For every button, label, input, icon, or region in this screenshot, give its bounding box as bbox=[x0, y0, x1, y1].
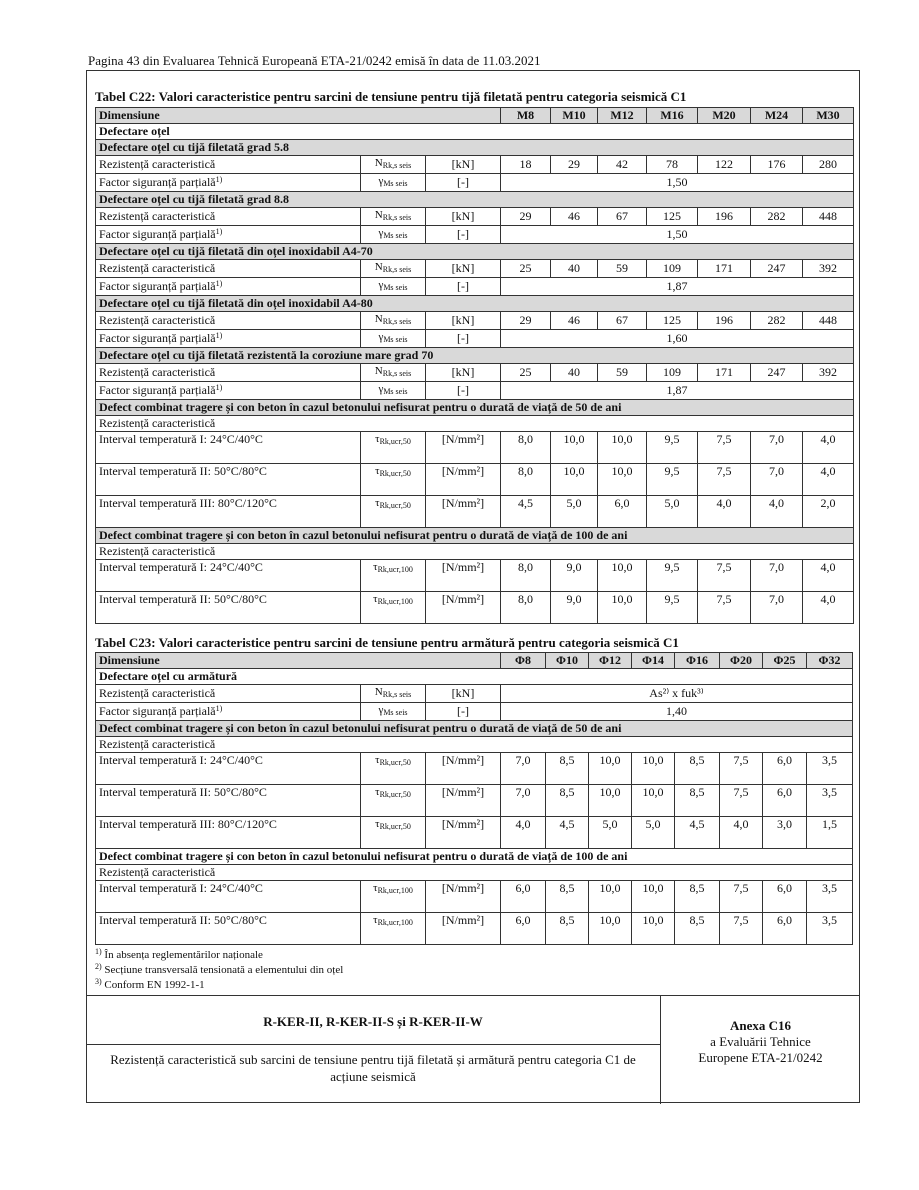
row-label: Rezistență caracteristică bbox=[96, 208, 361, 226]
row-unit: [kN] bbox=[426, 312, 501, 330]
header-size-M8: M8 bbox=[501, 108, 551, 124]
table-row bbox=[96, 208, 854, 226]
row-value-Φ32: 3,5 bbox=[807, 753, 853, 785]
row-unit: [-] bbox=[426, 330, 501, 348]
section-header-row bbox=[96, 124, 854, 140]
row-symbol: $\tau_{Rk,ucr,50}$ bbox=[361, 817, 426, 849]
symbol-subscript: Rk,ucr,50 bbox=[379, 790, 411, 799]
row-value-Φ25: 6,0 bbox=[763, 753, 807, 785]
table-row bbox=[96, 496, 854, 528]
row-symbol: $\tau_{Rk,ucr,100}$ bbox=[361, 913, 426, 945]
symbol-subscript: Rk,ucr,100 bbox=[377, 918, 413, 927]
symbol-subscript: Rk,ucr,50 bbox=[379, 501, 411, 510]
row-value-M8: 29 bbox=[501, 312, 551, 330]
row-value-M12: 10,0 bbox=[598, 464, 647, 496]
symbol-subscript: Rk,s seis bbox=[382, 161, 412, 170]
row-unit: [kN] bbox=[426, 260, 501, 278]
symbol-subscript: Ms seis bbox=[383, 283, 408, 292]
symbol-subscript: Rk,s seis bbox=[382, 213, 412, 222]
row-value-M8: 8,0 bbox=[501, 560, 551, 592]
symbol-subscript: Ms seis bbox=[383, 335, 408, 344]
header-dimension: Dimensiune bbox=[96, 108, 501, 124]
row-label: Defectare oțel cu tijă filetată din oțel inoxidabil A4-80 bbox=[96, 296, 854, 312]
row-symbol: $\tau_{Rk,ucr,50}$ bbox=[361, 785, 426, 817]
row-label: Interval temperatură I: 24°C/40°C bbox=[96, 753, 361, 785]
row-label: Factor siguranță parțială$^{1)}$ bbox=[96, 226, 361, 244]
row-value-M16: 9,5 bbox=[647, 432, 698, 464]
footnote-ref: 1) bbox=[215, 383, 223, 392]
row-value-M16: 9,5 bbox=[647, 560, 698, 592]
symbol-subscript: Rk,ucr,100 bbox=[377, 886, 413, 895]
row-value-M12: 67 bbox=[598, 208, 647, 226]
row-value-Φ16: 4,5 bbox=[675, 817, 720, 849]
row-value-M20: 171 bbox=[698, 364, 751, 382]
row-value-M24: 247 bbox=[751, 260, 803, 278]
row-label: Defect combinat tragere și con beton în cazul betonului nefisurat pentru o durată de viață de 50 de ani bbox=[96, 400, 854, 416]
row-value-M20: 122 bbox=[698, 156, 751, 174]
row-value-M16: 109 bbox=[647, 260, 698, 278]
row-label: Defectare oțel cu tijă filetată rezistentă la coroziune mare grad 70 bbox=[96, 348, 854, 364]
row-label: Rezistență caracteristică bbox=[96, 364, 361, 382]
row-value-Φ10: 8,5 bbox=[546, 913, 589, 945]
row-value-Φ25: 6,0 bbox=[763, 913, 807, 945]
footnote-ref: 1) bbox=[215, 175, 223, 184]
footnote-2: $^{2)}$ Secțiune transversală tensionată a elementului din oțel bbox=[95, 962, 344, 976]
footnote-1: $^{1)}$ În absența reglementărilor naționale bbox=[95, 947, 263, 961]
table-row bbox=[96, 312, 854, 330]
row-symbol: $\tau_{Rk,ucr,100}$ bbox=[361, 592, 426, 624]
row-label: Defectare oțel cu tijă filetată din oțel inoxidabil A4-70 bbox=[96, 244, 854, 260]
table-row bbox=[96, 817, 853, 849]
row-value-M10: 10,0 bbox=[551, 432, 598, 464]
row-value-M16: 78 bbox=[647, 156, 698, 174]
row-value-M24: 7,0 bbox=[751, 432, 803, 464]
header-size-Φ25: Φ25 bbox=[763, 653, 807, 669]
row-unit: [-] bbox=[426, 703, 501, 721]
row-value-M16: 125 bbox=[647, 208, 698, 226]
header-size-M16: M16 bbox=[647, 108, 698, 124]
row-symbol: $\gamma_{Ms seis}$ bbox=[361, 174, 426, 192]
row-value-Φ12: 10,0 bbox=[589, 913, 632, 945]
row-unit: [-] bbox=[426, 278, 501, 296]
table-row bbox=[96, 703, 853, 721]
table-header-row bbox=[96, 108, 854, 124]
row-label: Defectare oțel cu tijă filetată grad 5.8 bbox=[96, 140, 854, 156]
section-header-row bbox=[96, 140, 854, 156]
row-value-M30: 4,0 bbox=[803, 560, 854, 592]
row-value-M12: 10,0 bbox=[598, 592, 647, 624]
table-row bbox=[96, 156, 854, 174]
row-value-span: 1,50 bbox=[501, 226, 854, 244]
row-label: Interval temperatură III: 80°C/120°C bbox=[96, 496, 361, 528]
table-c22 bbox=[95, 107, 854, 624]
row-label: Rezistență caracteristică bbox=[96, 156, 361, 174]
row-unit: [N/mm²] bbox=[426, 560, 501, 592]
row-unit: [N/mm²] bbox=[426, 496, 501, 528]
row-label: Rezistență caracteristică bbox=[96, 865, 853, 881]
table-row bbox=[96, 174, 854, 192]
product-name: R-KER-II, R-KER-II-S și R-KER-II-W bbox=[86, 996, 660, 1045]
row-value-span: 1,60 bbox=[501, 330, 854, 348]
row-symbol: $\gamma_{Ms seis}$ bbox=[361, 278, 426, 296]
row-value-Φ10: 8,5 bbox=[546, 753, 589, 785]
row-value-M24: 282 bbox=[751, 312, 803, 330]
row-label: Interval temperatură II: 50°C/80°C bbox=[96, 913, 361, 945]
row-value-Φ20: 4,0 bbox=[720, 817, 763, 849]
row-value-M16: 9,5 bbox=[647, 464, 698, 496]
subsection-row bbox=[96, 416, 854, 432]
row-label: Rezistență caracteristică bbox=[96, 737, 853, 753]
section-header-row bbox=[96, 669, 853, 685]
row-value-M30: 2,0 bbox=[803, 496, 854, 528]
row-unit: [-] bbox=[426, 226, 501, 244]
row-value-M12: 59 bbox=[598, 364, 647, 382]
row-symbol: $N_{Rk,s seis}$ bbox=[361, 312, 426, 330]
symbol-subscript: Rk,s seis bbox=[382, 690, 412, 699]
row-symbol: $\tau_{Rk,ucr,50}$ bbox=[361, 753, 426, 785]
annex-number: Anexa C16 bbox=[729, 1018, 792, 1033]
row-value-M8: 8,0 bbox=[501, 464, 551, 496]
subsection-row bbox=[96, 544, 854, 560]
row-value-span: 1,87 bbox=[501, 278, 854, 296]
row-value-M8: 25 bbox=[501, 364, 551, 382]
annex-subtitle-1: a Evaluării Tehnice bbox=[710, 1034, 811, 1049]
row-value-Φ32: 3,5 bbox=[807, 785, 853, 817]
row-value-M20: 4,0 bbox=[698, 496, 751, 528]
header-size-Φ16: Φ16 bbox=[675, 653, 720, 669]
header-size-Φ32: Φ32 bbox=[807, 653, 853, 669]
page-header: Pagina 43 din Evaluarea Tehnică Europeană ETA-21/0242 emisă în data de 11.03.2021 bbox=[88, 53, 541, 68]
row-value-Φ20: 7,5 bbox=[720, 753, 763, 785]
row-value-M10: 10,0 bbox=[551, 464, 598, 496]
table-row bbox=[96, 226, 854, 244]
row-unit: [-] bbox=[426, 382, 501, 400]
row-value-M24: 4,0 bbox=[751, 496, 803, 528]
row-value-M20: 7,5 bbox=[698, 560, 751, 592]
row-value-M30: 448 bbox=[803, 208, 854, 226]
header-size-M24: M24 bbox=[751, 108, 803, 124]
symbol-subscript: Rk,ucr,50 bbox=[379, 822, 411, 831]
symbol-subscript: Rk,s seis bbox=[382, 369, 412, 378]
footnote-ref: 1) bbox=[215, 227, 223, 236]
row-label: Defectare oțel cu tijă filetată grad 8.8 bbox=[96, 192, 854, 208]
row-value-Φ12: 10,0 bbox=[589, 753, 632, 785]
section-header-row bbox=[96, 296, 854, 312]
header-size-M10: M10 bbox=[551, 108, 598, 124]
row-value-Φ8: 6,0 bbox=[501, 913, 546, 945]
row-value-span: 1,50 bbox=[501, 174, 854, 192]
row-symbol: $N_{Rk,s seis}$ bbox=[361, 260, 426, 278]
section-header-row bbox=[96, 400, 854, 416]
row-value-M12: 10,0 bbox=[598, 560, 647, 592]
table-row bbox=[96, 913, 853, 945]
annex-reference bbox=[661, 1018, 860, 1066]
symbol-subscript: Rk,s seis bbox=[382, 265, 412, 274]
row-label: Factor siguranță parțială$^{1)}$ bbox=[96, 174, 361, 192]
row-value-M30: 4,0 bbox=[803, 432, 854, 464]
row-value-Φ14: 10,0 bbox=[632, 785, 675, 817]
row-unit: [-] bbox=[426, 174, 501, 192]
row-value-span: 1,87 bbox=[501, 382, 854, 400]
row-value-M8: 25 bbox=[501, 260, 551, 278]
row-symbol: $\tau_{Rk,ucr,50}$ bbox=[361, 464, 426, 496]
symbol-subscript: Ms seis bbox=[383, 231, 408, 240]
row-value-M20: 196 bbox=[698, 208, 751, 226]
row-value-Φ10: 4,5 bbox=[546, 817, 589, 849]
row-symbol: $\gamma_{Ms seis}$ bbox=[361, 226, 426, 244]
row-label: Interval temperatură II: 50°C/80°C bbox=[96, 785, 361, 817]
row-value-M20: 7,5 bbox=[698, 464, 751, 496]
row-value-M16: 9,5 bbox=[647, 592, 698, 624]
row-symbol: $\tau_{Rk,ucr,50}$ bbox=[361, 496, 426, 528]
row-label: Rezistență caracteristică bbox=[96, 685, 361, 703]
section-header-row bbox=[96, 348, 854, 364]
row-value-Φ20: 7,5 bbox=[720, 785, 763, 817]
row-value-M20: 171 bbox=[698, 260, 751, 278]
row-value-M10: 9,0 bbox=[551, 560, 598, 592]
row-value-M12: 10,0 bbox=[598, 432, 647, 464]
row-value-M8: 18 bbox=[501, 156, 551, 174]
row-value-Φ8: 6,0 bbox=[501, 881, 546, 913]
row-value-M10: 5,0 bbox=[551, 496, 598, 528]
row-unit: [N/mm²] bbox=[426, 753, 501, 785]
row-value-Φ14: 10,0 bbox=[632, 881, 675, 913]
section-header-row bbox=[96, 244, 854, 260]
row-value-M16: 109 bbox=[647, 364, 698, 382]
row-value-M8: 29 bbox=[501, 208, 551, 226]
row-value-M24: 282 bbox=[751, 208, 803, 226]
row-value-M20: 7,5 bbox=[698, 592, 751, 624]
row-label: Rezistență caracteristică bbox=[96, 416, 854, 432]
symbol-subscript: Rk,ucr,100 bbox=[377, 597, 413, 606]
table-row bbox=[96, 330, 854, 348]
subsection-row bbox=[96, 865, 853, 881]
row-value-Φ32: 1,5 bbox=[807, 817, 853, 849]
row-unit: [kN] bbox=[426, 208, 501, 226]
table-c23-title: Tabel C23: Valori caracteristice pentru sarcini de tensiune pentru armătură pentru categoria seismică C1 bbox=[95, 635, 679, 650]
header-size-M20: M20 bbox=[698, 108, 751, 124]
row-value-Φ8: 7,0 bbox=[501, 785, 546, 817]
row-value-Φ12: 10,0 bbox=[589, 881, 632, 913]
row-label: Rezistență caracteristică bbox=[96, 312, 361, 330]
symbol-subscript: Ms seis bbox=[383, 708, 408, 717]
header-size-Φ12: Φ12 bbox=[589, 653, 632, 669]
row-value-M10: 40 bbox=[551, 260, 598, 278]
row-value-Φ14: 5,0 bbox=[632, 817, 675, 849]
row-unit: [N/mm²] bbox=[426, 881, 501, 913]
table-c22-title: Tabel C22: Valori caracteristice pentru sarcini de tensiune pentru tijă filetată pentru categoria seismică C1 bbox=[95, 89, 687, 104]
row-value-M8: 4,5 bbox=[501, 496, 551, 528]
row-value-Φ12: 10,0 bbox=[589, 785, 632, 817]
table-row bbox=[96, 881, 853, 913]
section-header-row bbox=[96, 849, 853, 865]
footer-block bbox=[86, 995, 860, 1104]
row-value-M30: 392 bbox=[803, 364, 854, 382]
table-row bbox=[96, 753, 853, 785]
table-row bbox=[96, 260, 854, 278]
row-label: Rezistență caracteristică bbox=[96, 544, 854, 560]
row-label: Interval temperatură I: 24°C/40°C bbox=[96, 432, 361, 464]
row-label: Rezistență caracteristică bbox=[96, 260, 361, 278]
row-symbol: $N_{Rk,s seis}$ bbox=[361, 685, 426, 703]
row-value-Φ16: 8,5 bbox=[675, 913, 720, 945]
row-value-M10: 40 bbox=[551, 364, 598, 382]
row-value-M8: 8,0 bbox=[501, 432, 551, 464]
table-row bbox=[96, 685, 853, 703]
header-dimension: Dimensiune bbox=[96, 653, 501, 669]
row-unit: [N/mm²] bbox=[426, 785, 501, 817]
symbol-subscript: Ms seis bbox=[383, 179, 408, 188]
row-value-M12: 6,0 bbox=[598, 496, 647, 528]
row-label: Defect combinat tragere și con beton în cazul betonului nefisurat pentru o durată de viață de 100 de ani bbox=[96, 528, 854, 544]
symbol-subscript: Rk,ucr,50 bbox=[379, 469, 411, 478]
table-row bbox=[96, 592, 854, 624]
row-value-M24: 247 bbox=[751, 364, 803, 382]
row-value-M10: 46 bbox=[551, 312, 598, 330]
annex-subtitle-2: Europene ETA-21/0242 bbox=[698, 1050, 823, 1065]
row-unit: [N/mm²] bbox=[426, 432, 501, 464]
row-symbol: $\gamma_{Ms seis}$ bbox=[361, 382, 426, 400]
header-size-M12: M12 bbox=[598, 108, 647, 124]
table-row bbox=[96, 560, 854, 592]
row-value-M30: 280 bbox=[803, 156, 854, 174]
row-value-Φ32: 3,5 bbox=[807, 881, 853, 913]
symbol-subscript: Rk,ucr,50 bbox=[379, 437, 411, 446]
table-row bbox=[96, 785, 853, 817]
row-unit: [N/mm²] bbox=[426, 913, 501, 945]
row-value-span: 1,40 bbox=[501, 703, 853, 721]
row-value-M12: 42 bbox=[598, 156, 647, 174]
row-symbol: $\gamma_{Ms seis}$ bbox=[361, 703, 426, 721]
row-value-Φ12: 5,0 bbox=[589, 817, 632, 849]
row-symbol: $\tau_{Rk,ucr,50}$ bbox=[361, 432, 426, 464]
row-value-M30: 392 bbox=[803, 260, 854, 278]
table-row bbox=[96, 278, 854, 296]
row-label: Interval temperatură II: 50°C/80°C bbox=[96, 592, 361, 624]
row-value-M10: 46 bbox=[551, 208, 598, 226]
header-size-Φ10: Φ10 bbox=[546, 653, 589, 669]
symbol-subscript: Rk,s seis bbox=[382, 317, 412, 326]
row-symbol: $N_{Rk,s seis}$ bbox=[361, 156, 426, 174]
row-value-M10: 29 bbox=[551, 156, 598, 174]
row-label: Interval temperatură II: 50°C/80°C bbox=[96, 464, 361, 496]
row-value-Φ14: 10,0 bbox=[632, 913, 675, 945]
row-value-M10: 9,0 bbox=[551, 592, 598, 624]
row-value-M24: 7,0 bbox=[751, 592, 803, 624]
row-value-M20: 196 bbox=[698, 312, 751, 330]
row-value-Φ32: 3,5 bbox=[807, 913, 853, 945]
symbol-subscript: Ms seis bbox=[383, 387, 408, 396]
row-label: Factor siguranță parțială$^{1)}$ bbox=[96, 703, 361, 721]
row-symbol: $\gamma_{Ms seis}$ bbox=[361, 330, 426, 348]
row-value-M12: 67 bbox=[598, 312, 647, 330]
row-value-M8: 8,0 bbox=[501, 592, 551, 624]
section-header-row bbox=[96, 192, 854, 208]
row-value-Φ25: 6,0 bbox=[763, 785, 807, 817]
header-size-Φ14: Φ14 bbox=[632, 653, 675, 669]
row-value-Φ20: 7,5 bbox=[720, 881, 763, 913]
row-value-Φ16: 8,5 bbox=[675, 881, 720, 913]
header-size-Φ8: Φ8 bbox=[501, 653, 546, 669]
row-symbol: $\tau_{Rk,ucr,100}$ bbox=[361, 881, 426, 913]
row-value-Φ14: 10,0 bbox=[632, 753, 675, 785]
header-size-Φ20: Φ20 bbox=[720, 653, 763, 669]
row-unit: [N/mm²] bbox=[426, 464, 501, 496]
row-value-M30: 448 bbox=[803, 312, 854, 330]
row-label: Interval temperatură I: 24°C/40°C bbox=[96, 881, 361, 913]
table-row bbox=[96, 364, 854, 382]
row-value-Φ25: 3,0 bbox=[763, 817, 807, 849]
footnote-ref: 1) bbox=[215, 279, 223, 288]
row-unit: [kN] bbox=[426, 685, 501, 703]
row-label: Factor siguranță parțială$^{1)}$ bbox=[96, 330, 361, 348]
row-unit: [kN] bbox=[426, 156, 501, 174]
row-label: Defectare oțel cu armătură bbox=[96, 669, 853, 685]
row-label: Factor siguranță parțială$^{1)}$ bbox=[96, 278, 361, 296]
row-value-M30: 4,0 bbox=[803, 464, 854, 496]
section-header-row bbox=[96, 721, 853, 737]
footnote-ref: 1) bbox=[215, 704, 223, 713]
table-row bbox=[96, 382, 854, 400]
row-value-Φ25: 6,0 bbox=[763, 881, 807, 913]
row-value-span: As²⁾ x fuk³⁾ bbox=[501, 685, 853, 703]
row-value-M30: 4,0 bbox=[803, 592, 854, 624]
row-value-M24: 176 bbox=[751, 156, 803, 174]
row-label: Interval temperatură III: 80°C/120°C bbox=[96, 817, 361, 849]
row-label: Interval temperatură I: 24°C/40°C bbox=[96, 560, 361, 592]
row-value-M24: 7,0 bbox=[751, 464, 803, 496]
header-size-M30: M30 bbox=[803, 108, 854, 124]
row-value-M24: 7,0 bbox=[751, 560, 803, 592]
row-value-Φ16: 8,5 bbox=[675, 785, 720, 817]
symbol-subscript: Rk,ucr,50 bbox=[379, 758, 411, 767]
row-value-Φ8: 4,0 bbox=[501, 817, 546, 849]
footnote-ref: 1) bbox=[215, 331, 223, 340]
row-label: Factor siguranță parțială$^{1)}$ bbox=[96, 382, 361, 400]
row-symbol: $N_{Rk,s seis}$ bbox=[361, 364, 426, 382]
row-unit: [kN] bbox=[426, 364, 501, 382]
symbol-subscript: Rk,ucr,100 bbox=[377, 565, 413, 574]
row-value-Φ16: 8,5 bbox=[675, 753, 720, 785]
row-value-M20: 7,5 bbox=[698, 432, 751, 464]
table-row bbox=[96, 464, 854, 496]
row-value-Φ10: 8,5 bbox=[546, 785, 589, 817]
row-value-Φ8: 7,0 bbox=[501, 753, 546, 785]
table-row bbox=[96, 432, 854, 464]
row-label: Defectare oțel bbox=[96, 124, 854, 140]
row-symbol: $N_{Rk,s seis}$ bbox=[361, 208, 426, 226]
row-unit: [N/mm²] bbox=[426, 817, 501, 849]
row-label: Defect combinat tragere și con beton în cazul betonului nefisurat pentru o durată de viață de 50 de ani bbox=[96, 721, 853, 737]
table-c23 bbox=[95, 652, 853, 945]
row-label: Defect combinat tragere și con beton în cazul betonului nefisurat pentru o durată de viață de 100 de ani bbox=[96, 849, 853, 865]
row-value-Φ10: 8,5 bbox=[546, 881, 589, 913]
row-unit: [N/mm²] bbox=[426, 592, 501, 624]
row-value-M12: 59 bbox=[598, 260, 647, 278]
row-symbol: $\tau_{Rk,ucr,100}$ bbox=[361, 560, 426, 592]
footnote-3: $^{3)}$ Conform EN 1992-1-1 bbox=[95, 977, 205, 991]
section-header-row bbox=[96, 528, 854, 544]
footnotes bbox=[95, 948, 343, 993]
row-value-M16: 125 bbox=[647, 312, 698, 330]
row-value-M16: 5,0 bbox=[647, 496, 698, 528]
table-header-row bbox=[96, 653, 853, 669]
annex-description: Rezistență caracteristică sub sarcini de tensiune pentru tijă filetată și armătură pentru categoria C1 de acțiune seismică bbox=[110, 1052, 636, 1084]
subsection-row bbox=[96, 737, 853, 753]
row-value-Φ20: 7,5 bbox=[720, 913, 763, 945]
